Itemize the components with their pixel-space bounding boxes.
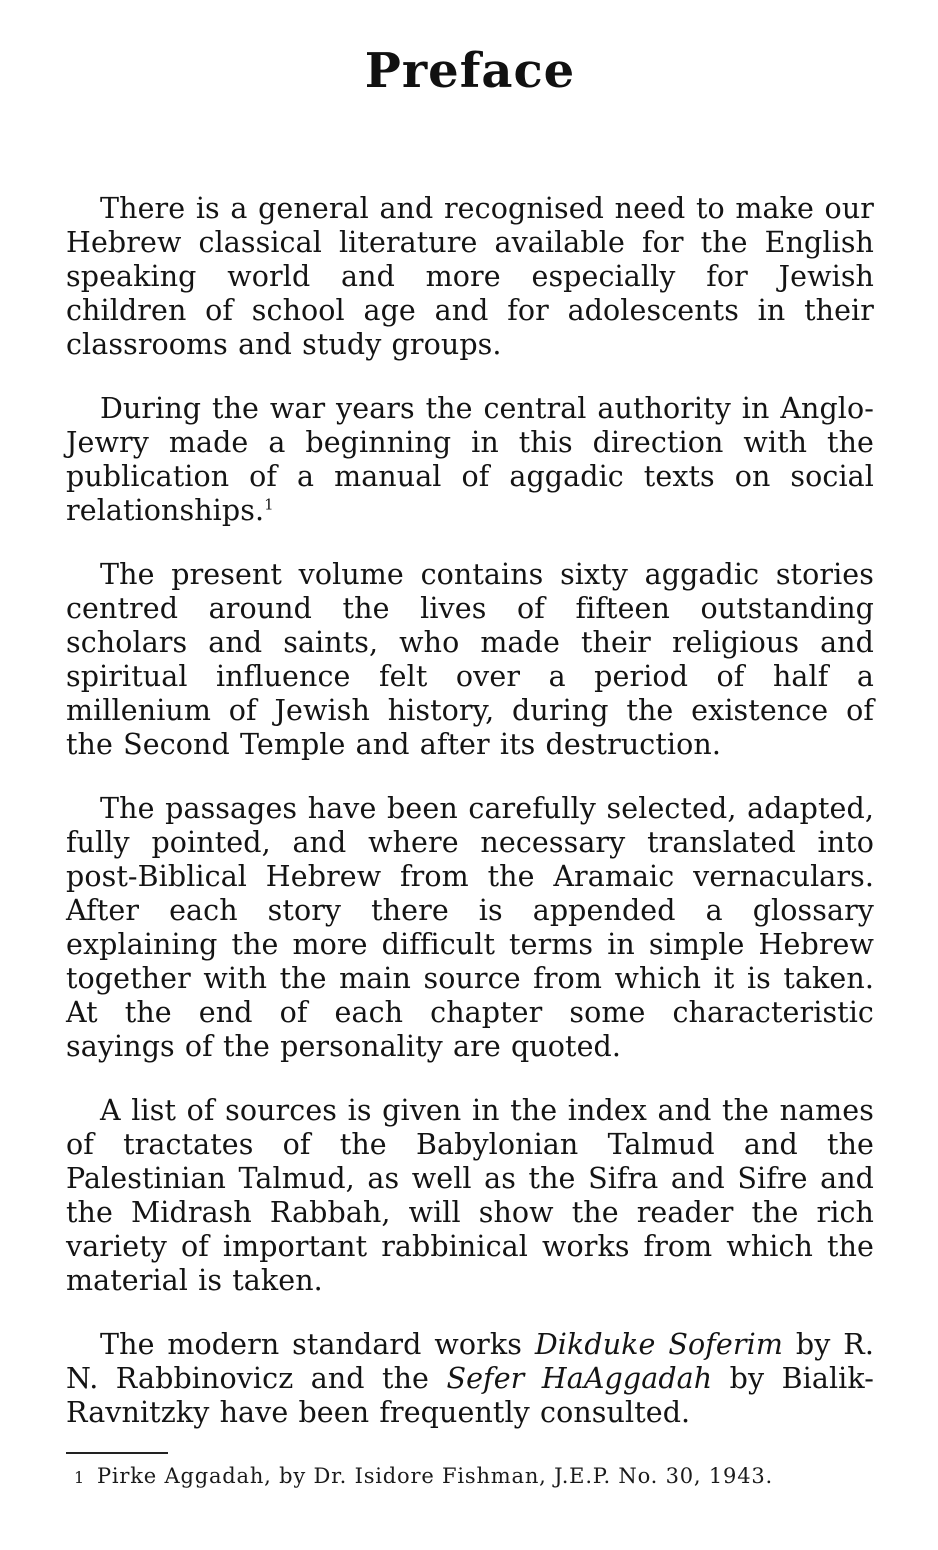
paragraph-6-text-part2: by R. N. Rabbinovicz and the xyxy=(66,1328,874,1395)
paragraph-5-text: A list of sources is given in the index and the names of tractates of the Babylonian Talmud and the Palestinian Talmud, as well as the Sifra and Sifre and the Midrash Rabbah, will show the reader the rich variety of important rabbinical works from which the material is taken. xyxy=(66,1094,874,1297)
work-title-sefer-haaggadah: Sefer HaAggadah xyxy=(446,1362,713,1395)
paragraph-4 xyxy=(66,792,874,1064)
paragraph-1-text: There is a general and recognised need to make our Hebrew classical literature available for the English speaking world and more especially for Jewish children of school age and for adolescents in their classrooms and study groups. xyxy=(66,192,874,361)
page-title: Preface xyxy=(364,43,576,99)
footnote-marker: 1 xyxy=(74,1468,85,1487)
paragraph-6 xyxy=(66,1328,874,1430)
preface-body xyxy=(66,192,874,1460)
paragraph-6-text-part3: by Bialik-Ravnitzky have been frequently consulted. xyxy=(66,1362,874,1429)
footnote-divider xyxy=(66,1452,168,1454)
work-title-dikduke-soferim: Dikduke Soferim xyxy=(534,1328,783,1361)
paragraph-6-text-part1: The modern standard works xyxy=(100,1328,535,1361)
footnote-reference: 1 xyxy=(264,495,274,514)
paragraph-4-text: The passages have been carefully selected, adapted, fully pointed, and where necessary translated into post-Biblical Hebrew from the Aramaic vernaculars. After each story there is appended a glossary explaining the more difficult terms in simple Hebrew together with the main source from which it is taken. At the end of each chapter some characteristic sayings of the personality are quoted. xyxy=(66,792,874,1063)
paragraph-2-text: During the war years the central authority in Anglo-Jewry made a beginning in this direction with the publication of a manual of aggadic texts on social relationships. xyxy=(66,392,874,527)
footnote xyxy=(74,1462,773,1492)
footnote-text: Pirke Aggadah, by Dr. Isidore Fishman, J.E.P. No. 30, 1943. xyxy=(96,1464,774,1488)
paragraph-2 xyxy=(66,392,874,528)
paragraph-5 xyxy=(66,1094,874,1298)
paragraph-1 xyxy=(66,192,874,362)
paragraph-3 xyxy=(66,558,874,762)
paragraph-3-text: The present volume contains sixty aggadic stories centred around the lives of fifteen outstanding scholars and saints, who made their religious and spiritual influence felt over a period of half a millenium of Jewish history, during the existence of the Second Temple and after its destruction. xyxy=(66,558,874,761)
